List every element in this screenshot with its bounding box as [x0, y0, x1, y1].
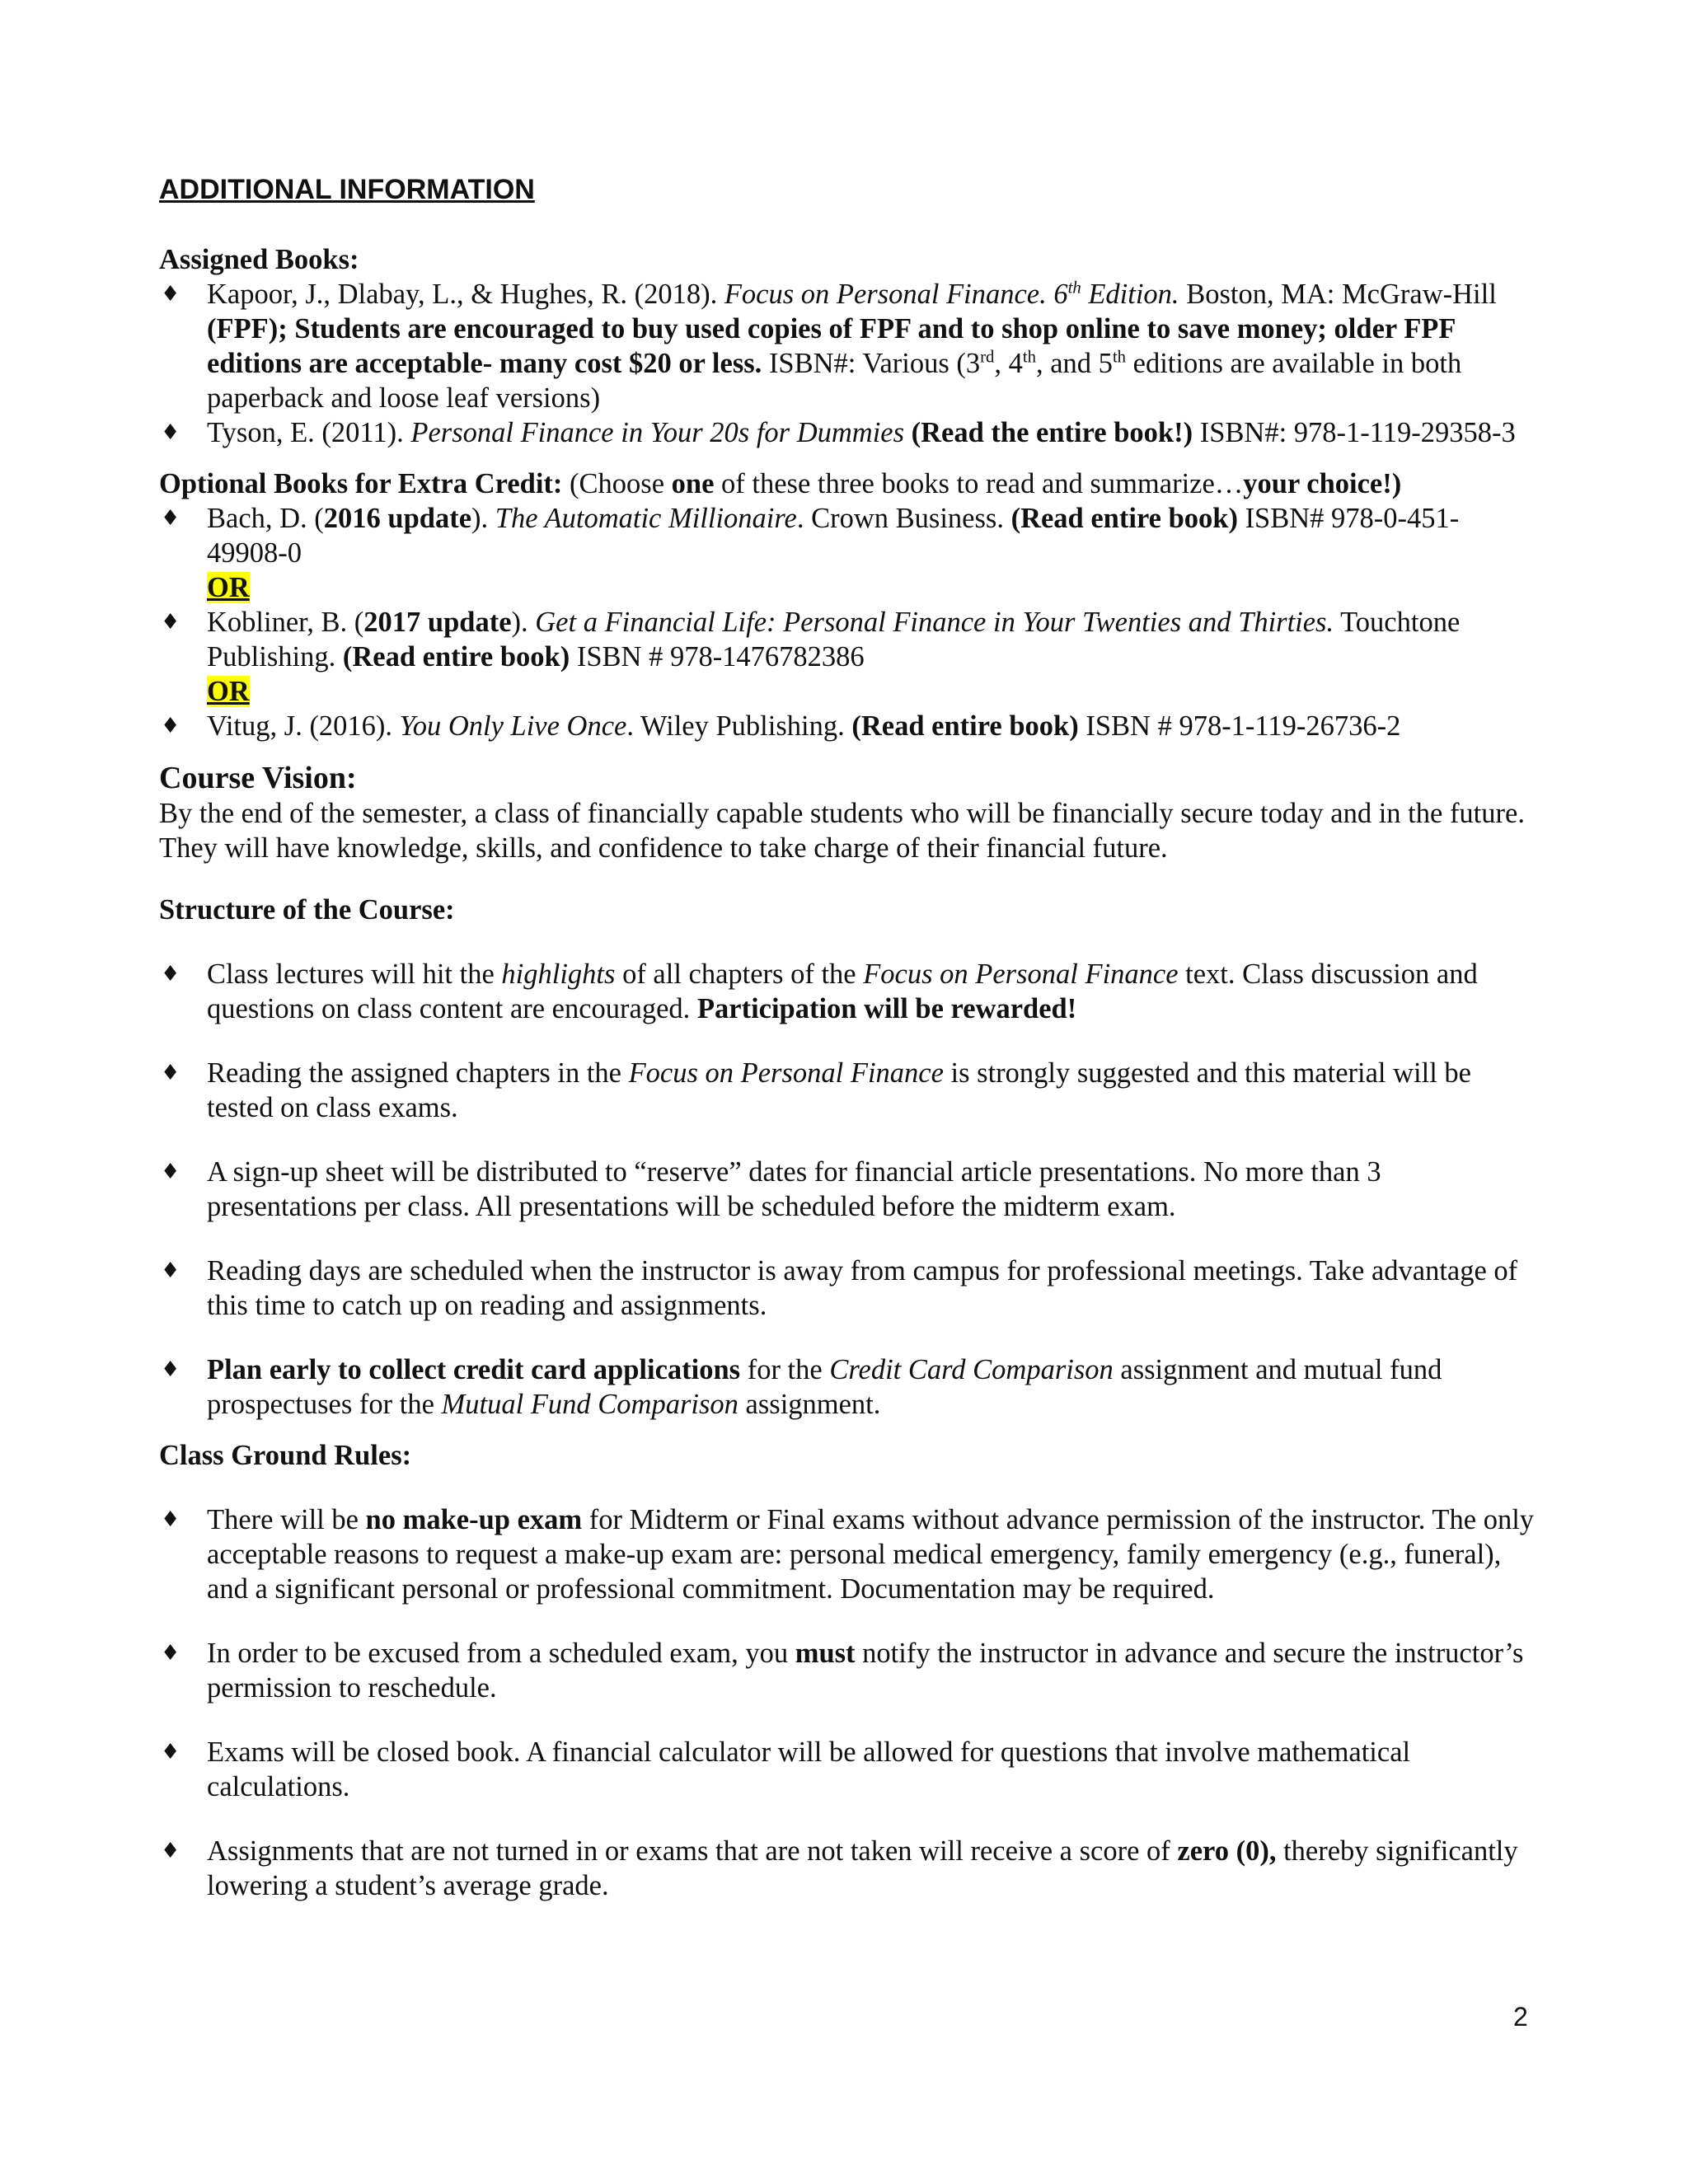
- or-separator: [159, 570, 1536, 605]
- list-item: ♦ Class lectures will hit the highlights of all chapters of the Focus on Personal Finance text. Class discussion and questions on class content are encouraged. Participation will be rewarded!: [161, 958, 1478, 1024]
- book-title: Personal Finance in Your 20s for Dummies: [410, 417, 905, 448]
- page-number: 2: [1513, 2002, 1528, 2032]
- book-title: Focus on Personal Finance. 6th Edition.: [724, 279, 1179, 310]
- diamond-bullet-icon: ♦: [161, 1357, 181, 1382]
- course-vision-text: By the end of the semester, a class of financially capable students who will be financially secure today and in the future. They will have knowledge, skills, and confidence to take charge of their financial future.: [159, 798, 1525, 864]
- citation-publisher: Boston, MA: McGraw-Hill: [1179, 279, 1497, 310]
- heading-class-ground-rules: Class Ground Rules:: [159, 1440, 412, 1471]
- list-item: ♦ In order to be excused from a scheduled exam, you must notify the instructor in advance and secure the instructor’s permission to reschedule.: [161, 1638, 1524, 1704]
- optional-books-list-2: [159, 605, 1536, 674]
- heading-course-vision: Course Vision:: [159, 761, 357, 795]
- list-item: ♦ Bach, D. (2016 update). The Automatic Millionaire. Crown Business. (Read entire book) ISBN# 978-0-451-49908-0: [161, 503, 1460, 569]
- diamond-bullet-icon: ♦: [161, 714, 181, 738]
- or-separator: [159, 674, 1536, 709]
- diamond-bullet-icon: ♦: [161, 506, 181, 531]
- heading-structure-of-course: Structure of the Course:: [159, 894, 455, 926]
- list-item: ♦ Vitug, J. (2016). You Only Live Once. Wiley Publishing. (Read entire book) ISBN # 978-1-119-26736-2: [161, 710, 1401, 742]
- list-item: [159, 415, 1536, 450]
- isbn-text: ISBN#: 978-1-119-29358-3: [1193, 417, 1516, 448]
- diamond-bullet-icon: ♦: [161, 1641, 181, 1666]
- reading-note: (Read entire book): [851, 710, 1079, 742]
- citation-authors: Kapoor, J., Dlabay, L., & Hughes, R. (2018).: [207, 279, 724, 310]
- isbn-text: ISBN# 978-0-451-49908-0: [207, 503, 1460, 569]
- diamond-bullet-icon: ♦: [161, 962, 181, 987]
- list-item: ♦ There will be no make-up exam for Midterm or Final exams without advance permission of the instructor. The only acceptable reasons to request a make-up exam are: personal medical emergency, family emergency (e.g., funeral), and a significant personal or professional commitment. Documentation may be required.: [161, 1504, 1535, 1605]
- diamond-bullet-icon: ♦: [161, 1839, 181, 1863]
- diamond-bullet-icon: ♦: [161, 610, 181, 635]
- citation-authors: Tyson, E. (2011).: [207, 417, 411, 448]
- optional-books-list-3: [159, 709, 1536, 743]
- optional-books-list: [159, 501, 1536, 570]
- page-content: [159, 173, 1536, 1903]
- list-item: ♦ Reading days are scheduled when the instructor is away from campus for professional meetings. Take advantage of this time to catch up on reading and assignments.: [161, 1255, 1518, 1321]
- list-item: ♦ Plan early to collect credit card applications for the Credit Card Comparison assignment and mutual fund prospectuses for the Mutual Fund Comparison assignment.: [161, 1354, 1442, 1420]
- assigned-books-list: [159, 277, 1536, 450]
- book-title: Get a Financial Life: Personal Finance in Your Twenties and Thirties.: [535, 607, 1334, 638]
- isbn-text: ISBN # 978-1476782386: [570, 641, 865, 673]
- isbn-text: ISBN#: Various (3: [762, 348, 981, 379]
- list-item: ♦ A sign-up sheet will be distributed to “reserve” dates for financial article presentations. No more than 3 presentations per class. All presentations will be scheduled before the midterm exam.: [161, 1156, 1381, 1222]
- list-item: ♦ Kapoor, J., Dlabay, L., & Hughes, R. (2018). Focus on Personal Finance. 6th Edition. Boston, MA: McGraw-Hill (FPF); Students are encouraged to buy used copies of FPF and to shop online to save money; older FPF editions are acceptable- many cost $20 or less. ISBN#: Various (3rd, 4th, and 5th editions are available in both paperback and loose leaf versions): [161, 279, 1497, 414]
- reading-note: (Read entire book): [1010, 503, 1238, 534]
- list-item: ♦ Exams will be closed book. A financial calculator will be allowed for questions that involve mathematical calculations.: [161, 1736, 1411, 1802]
- reading-note: (Read the entire book!): [904, 417, 1193, 448]
- purchase-note: (FPF); Students are encouraged to buy used copies of FPF and to shop online to save money; older FPF editions are acceptable- many cost $20 or less.: [207, 313, 1456, 379]
- diamond-bullet-icon: ♦: [161, 1061, 181, 1085]
- heading-assigned-books: Assigned Books:: [159, 244, 359, 275]
- list-item: ♦ Kobliner, B. (2017 update). Get a Financial Life: Personal Finance in Your Twenties and Thirties. Touchtone Publishing. (Read entire book) ISBN # 978-1476782386: [161, 607, 1461, 673]
- or-highlight-label: OR: [207, 676, 250, 707]
- diamond-bullet-icon: ♦: [161, 282, 181, 307]
- diamond-bullet-icon: ♦: [161, 420, 181, 445]
- structure-list: [159, 957, 1536, 1422]
- book-title: You Only Live Once: [399, 710, 627, 742]
- optional-books-intro: Optional Books for Extra Credit: (Choose one of these three books to read and summarize…your choice!): [159, 468, 1402, 499]
- diamond-bullet-icon: ♦: [161, 1740, 181, 1765]
- diamond-bullet-icon: ♦: [161, 1160, 181, 1184]
- section-title-additional-information: ADDITIONAL INFORMATION: [159, 174, 535, 205]
- diamond-bullet-icon: ♦: [161, 1258, 181, 1283]
- diamond-bullet-icon: ♦: [161, 1507, 181, 1532]
- or-highlight-label: OR: [207, 572, 250, 603]
- heading-optional-books: Optional Books for Extra Credit:: [159, 468, 563, 499]
- reading-note: (Read entire book): [342, 641, 570, 673]
- book-title: The Automatic Millionaire: [495, 503, 797, 534]
- list-item: ♦ Assignments that are not turned in or exams that are not taken will receive a score of zero (0), thereby significantly lowering a student’s average grade.: [161, 1835, 1518, 1901]
- list-item: ♦ Reading the assigned chapters in the Focus on Personal Finance is strongly suggested and this material will be tested on class exams.: [161, 1057, 1471, 1123]
- isbn-text: ISBN # 978-1-119-26736-2: [1078, 710, 1401, 742]
- ground-rules-list: [159, 1502, 1536, 1903]
